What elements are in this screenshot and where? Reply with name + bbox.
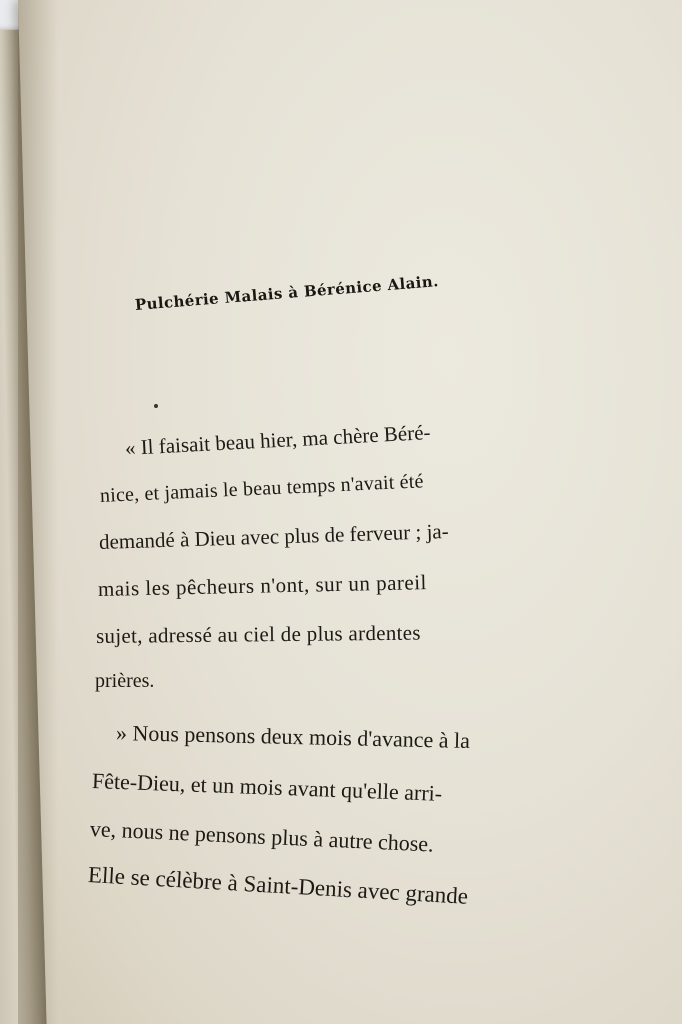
text-line: ve, nous ne pensons plus à autre chose. — [89, 816, 435, 857]
text-line: nice, et jamais le beau temps n'avait été — [99, 470, 425, 507]
text-line: » Nous pensons deux mois d'avance à la — [115, 720, 471, 754]
text-line: mais les pêcheurs n'ont, sur un pareil — [97, 570, 428, 601]
gutter-shadow — [18, 0, 58, 1024]
text-line: Elle se célèbre à Saint-Denis avec grande — [87, 862, 469, 909]
text-line: demandé à Dieu avec plus de ferveur ; ja- — [98, 519, 450, 554]
text-line: « Il faisait beau hier, ma chère Béré- — [124, 420, 432, 460]
letter-heading: Pulchérie Malais à Bérénice Alain. — [134, 272, 440, 314]
text-line: sujet, adressé au ciel de plus ardentes — [95, 620, 421, 648]
text-line: Fête-Dieu, et un mois avant qu'elle arri- — [91, 768, 443, 806]
text-line: prières. — [95, 670, 155, 692]
printed-dot — [154, 404, 158, 408]
